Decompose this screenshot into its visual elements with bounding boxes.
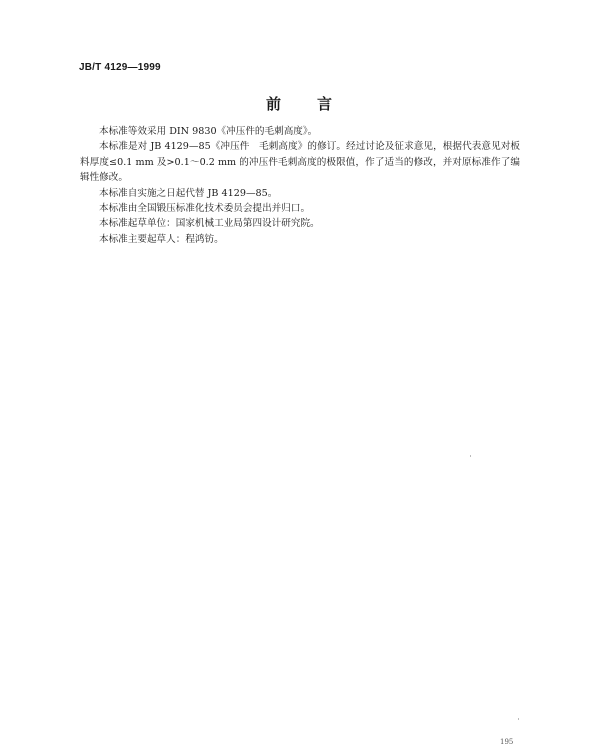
- scan-speck: [518, 718, 519, 720]
- paragraph-replacement: 本标准自实施之日起代替 JB 4129—85。: [99, 187, 278, 199]
- page-number: 195: [500, 738, 514, 746]
- paragraph-revision: 本标准是对 JB 4129—85《冲压件 毛刺高度》的修订。经过讨论及征求意见，根据代表意见对板料厚度≤0.1 mm 及>0.1～0.2 mm 的冲压件毛刺高度的极限值，作了适当的修改，并对原标准作了编辑性修改。: [80, 141, 520, 184]
- paragraph-proposer: 本标准由全国锻压标准化技术委员会提出并归口。: [99, 203, 311, 215]
- paragraph-equivalence: 本标准等效采用 DIN 9830《冲压件的毛刺高度》。: [99, 126, 318, 137]
- standard-code: JB/T 4129—1999: [79, 62, 161, 73]
- paragraph-drafters: 本标准主要起草人：程鸿钫。: [99, 233, 224, 245]
- scan-speck: [470, 455, 471, 457]
- foreword-title: 前 言: [265, 95, 334, 113]
- paragraph-drafting-unit: 本标准起草单位：国家机械工业局第四设计研究院。: [99, 218, 320, 230]
- foreword-body: [80, 124, 520, 247]
